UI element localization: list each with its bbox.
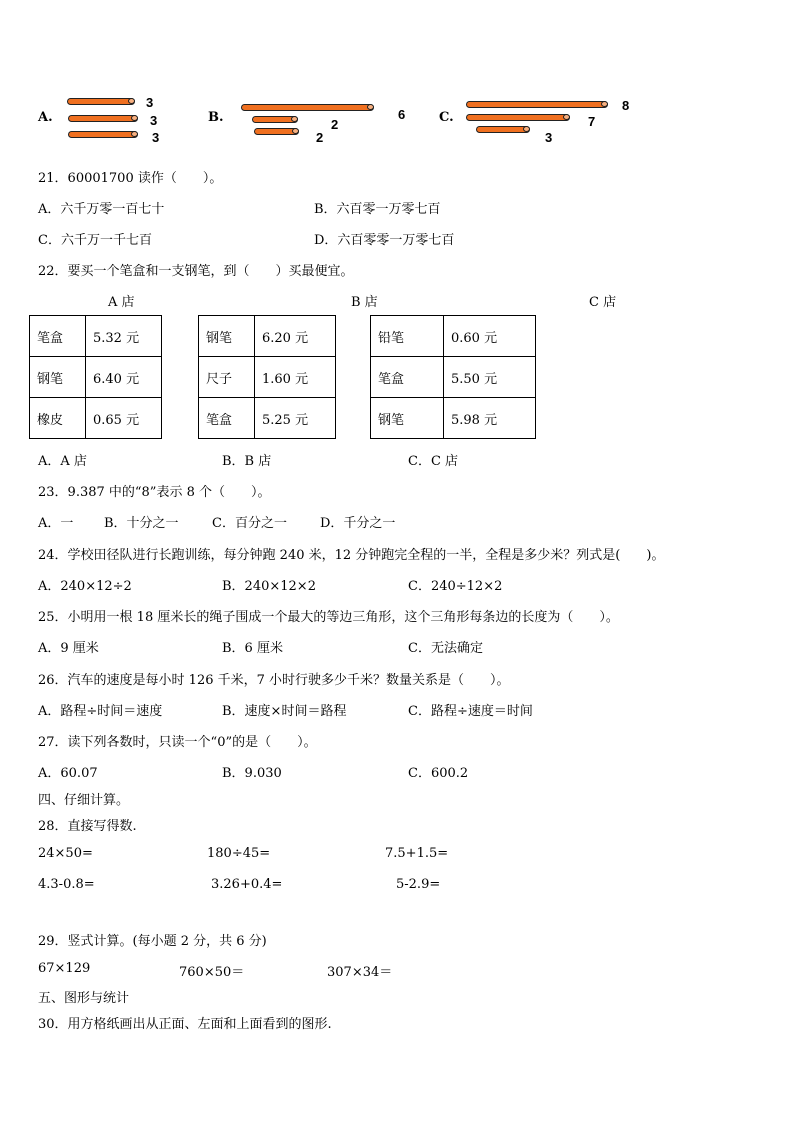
item-name: 笔盒	[30, 316, 86, 357]
q26-option-c: C．路程÷速度＝时间	[408, 704, 533, 719]
stick-a-num-3: 3	[152, 130, 160, 145]
shop-a-title: A 店	[108, 295, 135, 310]
q25-option-a: A．9 厘米	[38, 641, 99, 656]
item-name: 钢笔	[30, 357, 86, 398]
q29-stem: 29．竖式计算。(每小题 2 分，共 6 分)	[38, 934, 267, 949]
item-name: 铅笔	[371, 316, 444, 357]
q22-stem: 22．要买一个笔盒和一支钢笔，到（ ）买最便宜。	[38, 264, 354, 279]
stick-c-num-3: 3	[545, 130, 553, 145]
item-name: 橡皮	[30, 398, 86, 439]
q23-option-a: A．一	[38, 516, 74, 531]
q28-expr-4: 4.3-0.8=	[38, 877, 95, 892]
q24-stem: 24．学校田径队进行长跑训练，每分钟跑 240 米，12 分钟跑完全程的一半，全程是多少米？列式是( )。	[38, 548, 665, 563]
q24-option-c: C．240÷12×2	[408, 579, 503, 594]
stick-b-3	[254, 128, 299, 135]
item-price: 1.60 元	[255, 357, 336, 398]
item-price: 5.98 元	[444, 398, 536, 439]
q28-expr-1: 24×50=	[38, 846, 93, 861]
q21-option-c: C．六千万一千七百	[38, 233, 152, 248]
item-name: 钢笔	[199, 316, 255, 357]
stick-c-3	[476, 126, 530, 133]
item-price: 0.60 元	[444, 316, 536, 357]
shop-c-title: C 店	[589, 295, 617, 310]
q29-expr-3: 307×34＝	[327, 965, 393, 980]
shop-b-table	[198, 315, 336, 439]
q27-option-b: B．9.030	[222, 766, 282, 781]
q22-option-a: A．A 店	[38, 454, 87, 469]
q24-option-a: A．240×12÷2	[38, 579, 132, 594]
stick-a-3	[68, 131, 138, 138]
q22-option-c: C．C 店	[408, 454, 459, 469]
q23-stem: 23．9.387 中的“8”表示 8 个（ ）。	[38, 485, 271, 500]
q27-option-c: C．600.2	[408, 766, 469, 781]
stick-c-num-1: 8	[622, 98, 630, 113]
q21-option-d: D．六百零零一万零七百	[314, 233, 455, 248]
q23-option-c: C．百分之一	[212, 516, 287, 531]
q27-stem: 27．读下列各数时，只读一个“0”的是（ ）。	[38, 735, 317, 750]
item-name: 尺子	[199, 357, 255, 398]
item-price: 5.25 元	[255, 398, 336, 439]
stick-c-num-2: 7	[588, 114, 596, 129]
q25-option-c: C．无法确定	[408, 641, 483, 656]
stick-a-1	[67, 98, 135, 105]
q30-stem: 30．用方格纸画出从正面、左面和上面看到的图形.	[38, 1017, 332, 1032]
shop-c-table	[370, 315, 536, 439]
stick-b-num-3: 2	[316, 130, 324, 145]
q28-expr-3: 7.5+1.5=	[385, 846, 449, 861]
q29-expr-1: 67×129	[38, 961, 91, 976]
stick-b-2	[252, 116, 298, 123]
section-5-heading: 五、图形与统计	[38, 991, 130, 1006]
stick-c-2	[466, 114, 570, 121]
q23-option-b: B．十分之一	[104, 516, 179, 531]
q25-stem: 25．小明用一根 18 厘米长的绳子围成一个最大的等边三角形，这个三角形每条边的长度为（ ）。	[38, 610, 619, 625]
q24-option-b: B．240×12×2	[222, 579, 316, 594]
stick-b-num-2: 2	[331, 117, 339, 132]
item-price: 6.20 元	[255, 316, 336, 357]
stick-b-num-1: 6	[398, 107, 406, 122]
stick-a-2	[68, 115, 138, 122]
shop-a-table	[29, 315, 162, 439]
stick-a-num-1: 3	[146, 95, 154, 110]
item-name: 笔盒	[199, 398, 255, 439]
option-b-label: B.	[208, 110, 224, 125]
stick-b-1	[241, 104, 374, 111]
q26-option-b: B．速度×时间＝路程	[222, 704, 347, 719]
q25-option-b: B．6 厘米	[222, 641, 283, 656]
q26-option-a: A．路程÷时间＝速度	[38, 704, 163, 719]
q21-stem: 21．60001700 读作（ ）。	[38, 171, 223, 186]
option-a-label: A.	[38, 110, 53, 125]
q28-expr-5: 3.26+0.4=	[211, 877, 283, 892]
section-4-heading: 四、仔细计算。	[38, 793, 130, 808]
q23-option-d: D．千分之一	[320, 516, 396, 531]
q26-stem: 26．汽车的速度是每小时 126 千米，7 小时行驶多少千米？数量关系是（ ）。	[38, 673, 510, 688]
stick-c-1	[466, 101, 608, 108]
q28-expr-2: 180÷45=	[207, 846, 271, 861]
q29-expr-2: 760×50＝	[179, 965, 245, 980]
option-c-label: C.	[439, 110, 454, 125]
item-price: 6.40 元	[86, 357, 162, 398]
q28-stem: 28．直接写得数.	[38, 819, 137, 834]
item-price: 0.65 元	[86, 398, 162, 439]
q21-option-b: B．六百零一万零七百	[314, 202, 441, 217]
item-price: 5.32 元	[86, 316, 162, 357]
stick-a-num-2: 3	[150, 113, 158, 128]
q21-option-a: A．六千万零一百七十	[38, 202, 165, 217]
item-name: 笔盒	[371, 357, 444, 398]
item-name: 钢笔	[371, 398, 444, 439]
shop-b-title: B 店	[351, 295, 378, 310]
q27-option-a: A．60.07	[38, 766, 98, 781]
q22-option-b: B．B 店	[222, 454, 272, 469]
q28-expr-6: 5-2.9=	[396, 877, 441, 892]
item-price: 5.50 元	[444, 357, 536, 398]
